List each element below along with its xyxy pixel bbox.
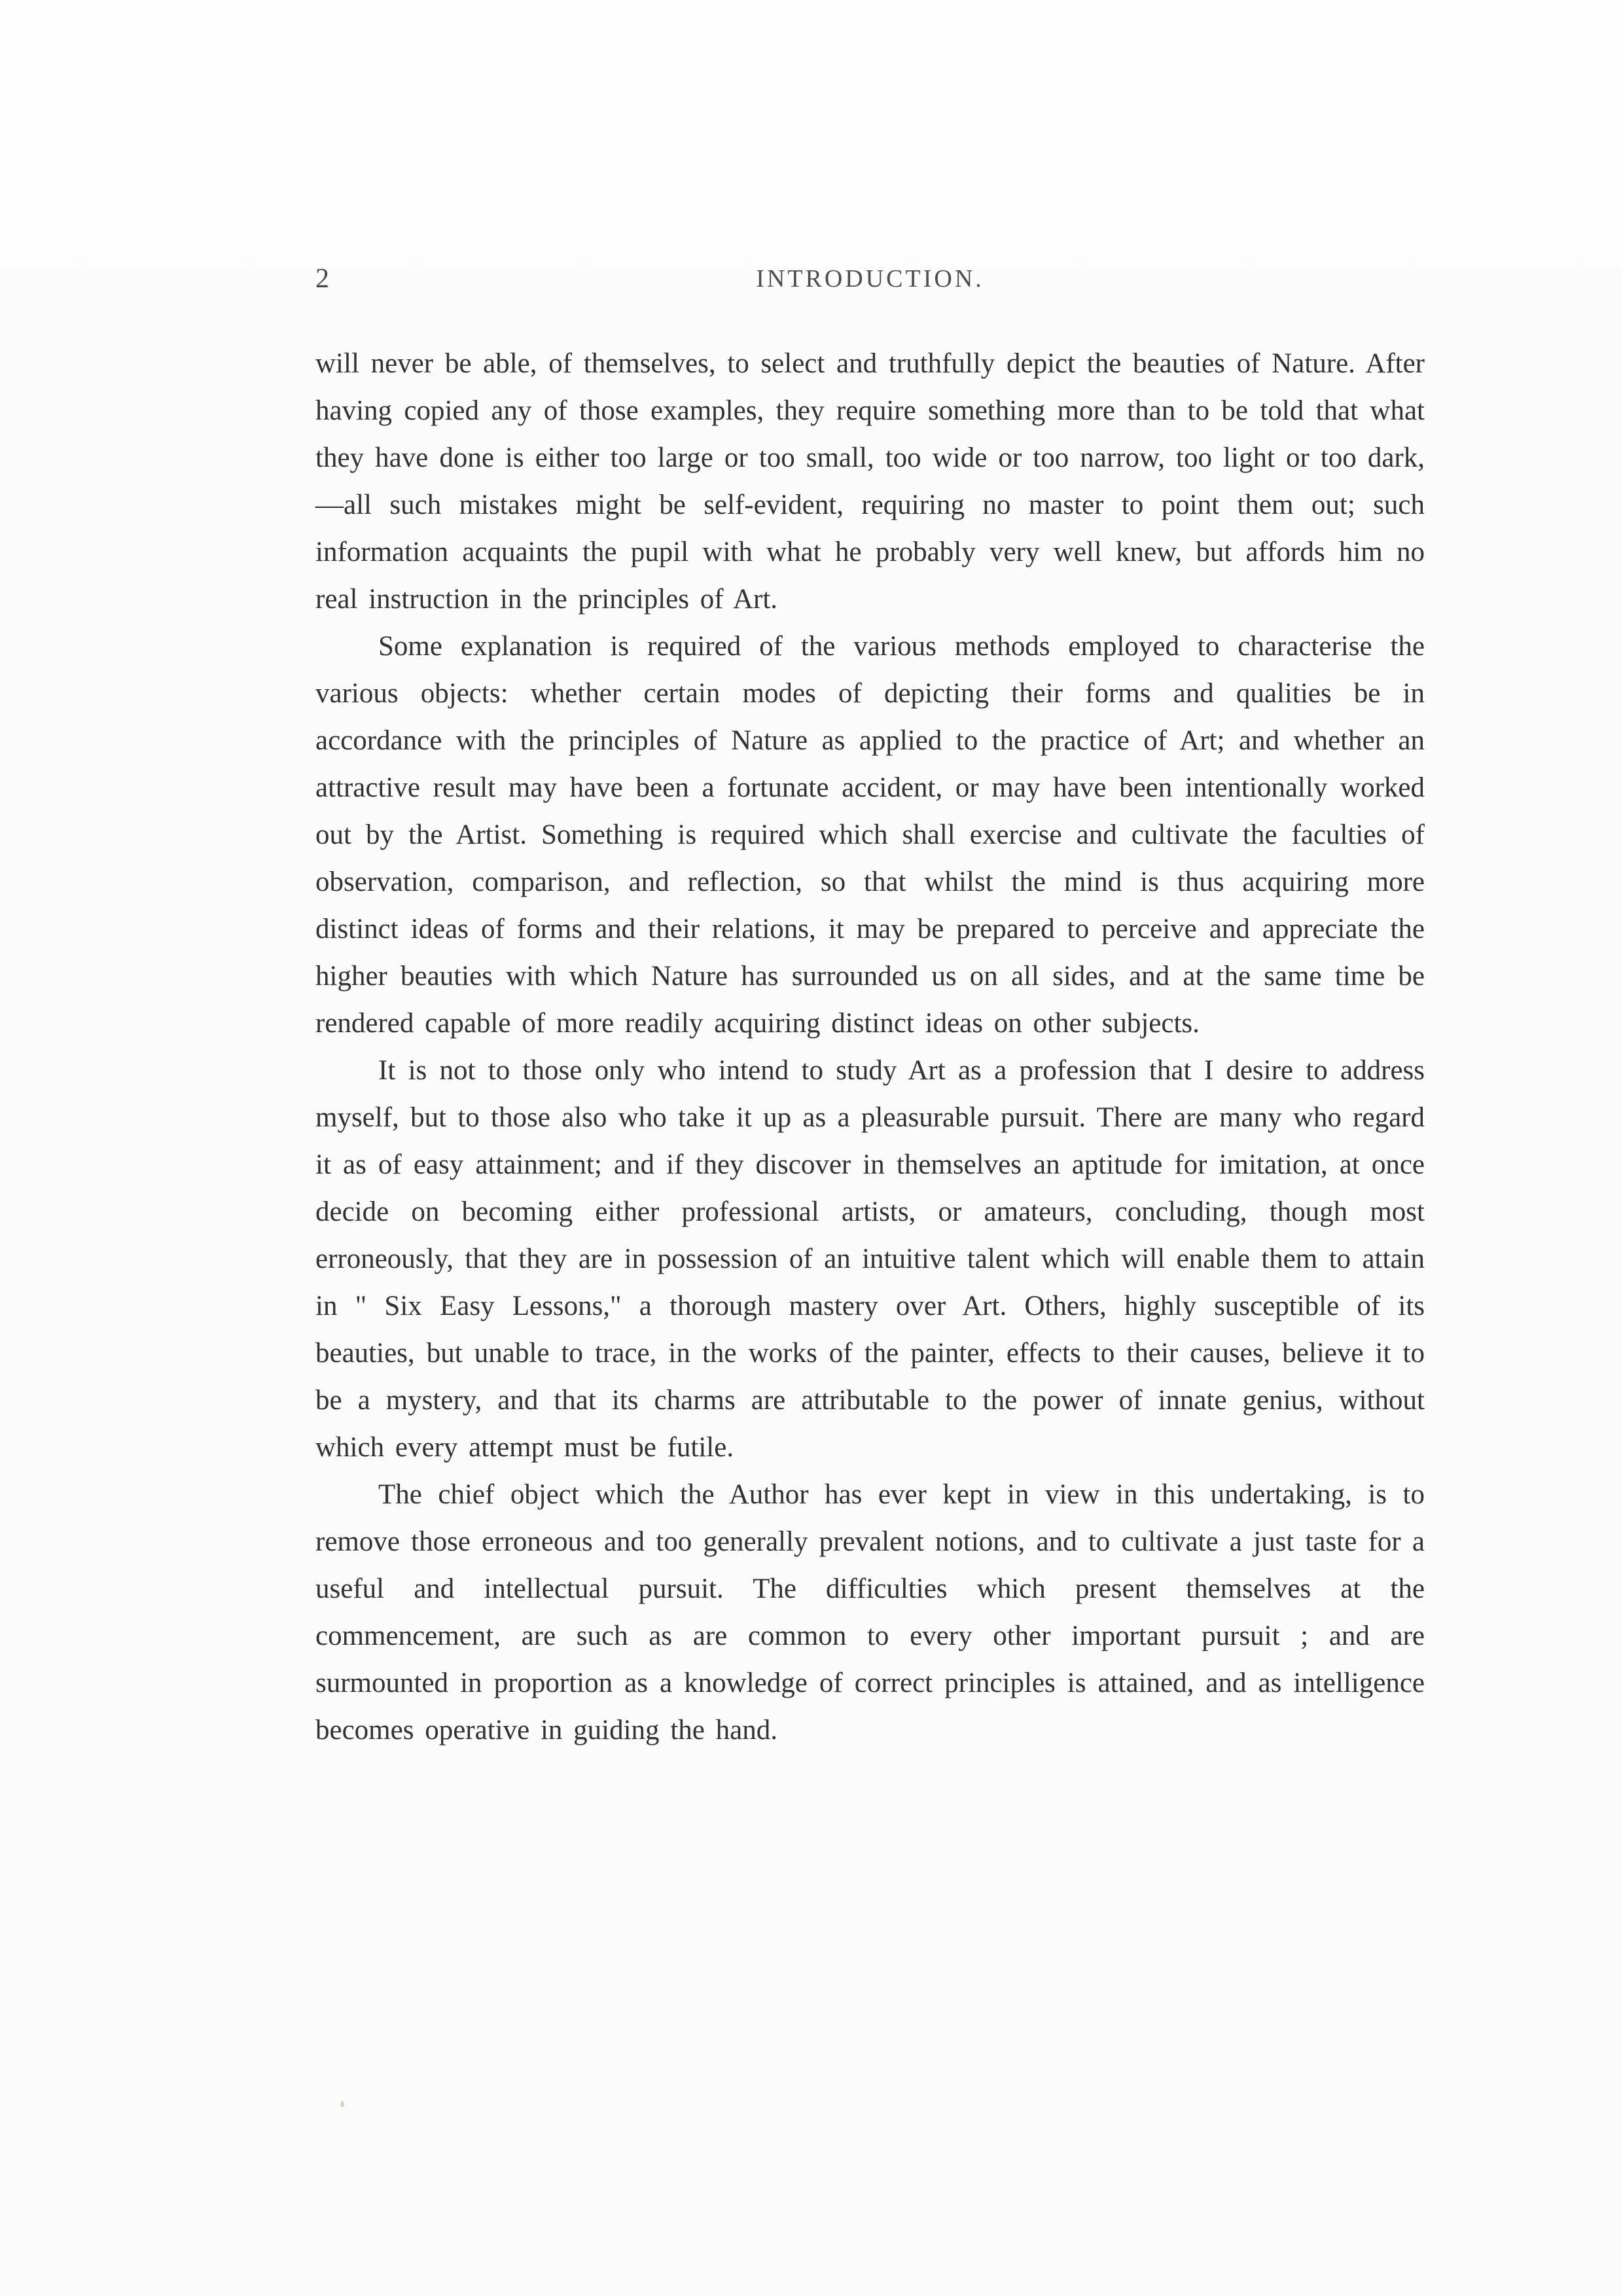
- book-page: [315, 260, 1425, 1754]
- page-header: [315, 260, 1425, 297]
- running-header-title: INTRODUCTION.: [756, 265, 984, 293]
- page-body-text: [315, 340, 1425, 1754]
- paragraph: The chief object which the Author has ever kept in view in this undertaking, is to remove those erroneous and too generally prevalent notions, and to cultivate a just taste for a useful and intellectual pursuit. The difficulties which present themselves at the commencement, are such as are common to every other important pursuit ; and are surmounted in proportion as a knowledge of correct principles is attained, and as intelligence becomes operative in guiding the hand.: [315, 1479, 1425, 1746]
- paragraph-continuation: will never be able, of themselves, to select and truthfully depict the beauties of Nature. After having copied any of those examples, they require something more than to be told that what they have done is either too large or too small, too wide or too narrow, too light or too dark,—all such mistakes might be self-evident, requiring no master to point them out; such information acquaints the pupil with what he probably very well knew, but affords him no real instruction in the principles of Art.: [315, 348, 1425, 615]
- page-number: 2: [315, 264, 329, 294]
- paragraph: Some explanation is required of the various methods employed to characterise the various objects: whether certain modes of depicting their forms and qualities be in accordance with the principles of Nature as applied to the practice of Art; and whether an attractive result may have been a fortunate accident, or may have been intentionally worked out by the Artist. Something is required which shall exercise and cultivate the faculties of observation, comparison, and reflection, so that whilst the mind is thus acquiring more distinct ideas of forms and their relations, it may be prepared to perceive and appreciate the higher beauties with which Nature has surrounded us on all sides, and at the same time be rendered capable of more readily acquiring distinct ideas on other subjects.: [315, 631, 1425, 1039]
- paragraph: It is not to those only who intend to study Art as a profession that I desire to address myself, but to those also who take it up as a pleasurable pursuit. There are many who regard it as of easy attainment; and if they discover in themselves an aptitude for imitation, at once decide on becoming either professional artists, or amateurs, concluding, though most erroneously, that they are in possession of an intuitive talent which will enable them to attain in " Six Easy Lessons," a thorough mastery over Art. Others, highly susceptible of its beauties, but unable to trace, in the works of the painter, effects to their causes, believe it to be a mystery, and that its charms are attributable to the power of innate genius, without which every attempt must be futile.: [315, 1055, 1425, 1463]
- scan-artifact-speck: [340, 2101, 344, 2108]
